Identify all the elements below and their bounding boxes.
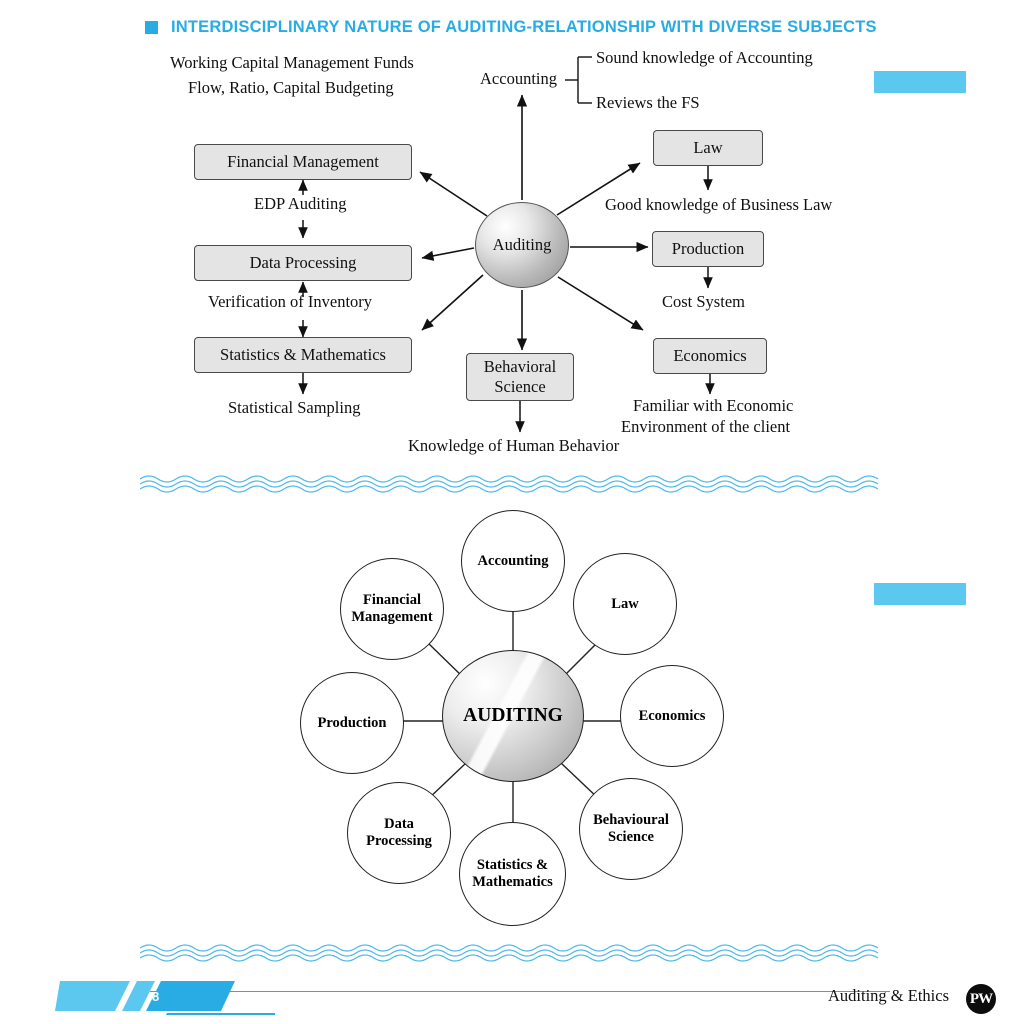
interdisciplinary-arrow-diagram <box>0 0 1024 470</box>
node-behavioral-science <box>466 353 574 401</box>
petal-behavioural-science-line2: Science <box>608 829 654 845</box>
petal-economics <box>620 665 724 767</box>
petal-data-processing-line1: Data <box>384 816 414 833</box>
node-economics: Economics <box>653 338 767 374</box>
footer-title: Auditing & Ethics <box>828 986 949 1005</box>
auditing-petal-diagram <box>0 495 1024 935</box>
petal-statistics-mathematics-line2: Mathematics <box>472 874 553 890</box>
petal-law-label: Law <box>611 595 639 612</box>
petal-law <box>573 553 677 655</box>
label-cost-system: Cost System <box>662 292 745 311</box>
petal-production <box>300 672 404 774</box>
petal-accounting-label: Accounting <box>477 552 549 569</box>
petal-economics-label: Economics <box>638 707 706 724</box>
node-law: Law <box>653 130 763 166</box>
petal-financial-management <box>340 558 444 660</box>
footer-rule <box>150 991 890 992</box>
page-number: 8 <box>152 989 160 1004</box>
label-economics-note-line2: Environment of the client <box>621 417 791 436</box>
petal-behavioural-science <box>579 778 683 880</box>
hub-auditing: AUDITING <box>442 650 584 782</box>
wave-divider-bottom <box>140 942 885 964</box>
label-reviews-the-fs: Reviews the FS <box>596 93 700 112</box>
footer-accent-shape <box>55 975 275 1017</box>
node-production: Production <box>652 231 764 267</box>
petal-accounting <box>461 510 565 612</box>
petal-financial-management-line1: Financial <box>362 592 421 609</box>
label-verification-of-inventory: Verification of Inventory <box>208 292 373 311</box>
label-fm-note-line2: Flow, Ratio, Capital Budgeting <box>188 78 394 97</box>
petal-statistics-mathematics-line1: Statistics & <box>476 857 549 874</box>
label-statistical-sampling: Statistical Sampling <box>228 398 361 417</box>
label-good-knowledge-of-business-law: Good knowledge of Business Law <box>605 195 833 214</box>
label-edp-auditing: EDP Auditing <box>254 194 347 213</box>
label-sound-knowledge-of-accounting: Sound knowledge of Accounting <box>596 48 813 67</box>
petal-data-processing <box>347 782 451 884</box>
label-accounting: Accounting <box>480 69 557 88</box>
pw-logo-icon: PW <box>966 984 996 1014</box>
petal-statistics-mathematics <box>459 822 566 926</box>
label-knowledge-of-human-behavior: Knowledge of Human Behavior <box>408 436 620 455</box>
node-data-processing: Data Processing <box>194 245 412 281</box>
page-title: INTERDISCIPLINARY NATURE OF AUDITING-RELATIONSHIP WITH DIVERSE SUBJECTS <box>171 18 877 36</box>
node-statistics-mathematics: Statistics & Mathematics <box>194 337 412 373</box>
petal-behavioural-science-line1: Behavioural <box>593 812 669 829</box>
petal-financial-management-line2: Management <box>351 609 433 625</box>
node-behavioral-science-line1: Behavioral <box>483 357 557 377</box>
label-fm-note-line1: Working Capital Management Funds <box>170 53 414 72</box>
label-economics-note-line1: Familiar with Economic <box>633 396 794 415</box>
node-financial-management: Financial Management <box>194 144 412 180</box>
node-behavioral-science-line2: Science <box>494 377 546 396</box>
page-footer <box>0 975 1024 1024</box>
petal-data-processing-line2: Processing <box>366 833 432 849</box>
node-auditing-center: Auditing <box>475 202 569 288</box>
wave-divider-top <box>140 473 885 495</box>
petal-production-label: Production <box>317 714 387 731</box>
